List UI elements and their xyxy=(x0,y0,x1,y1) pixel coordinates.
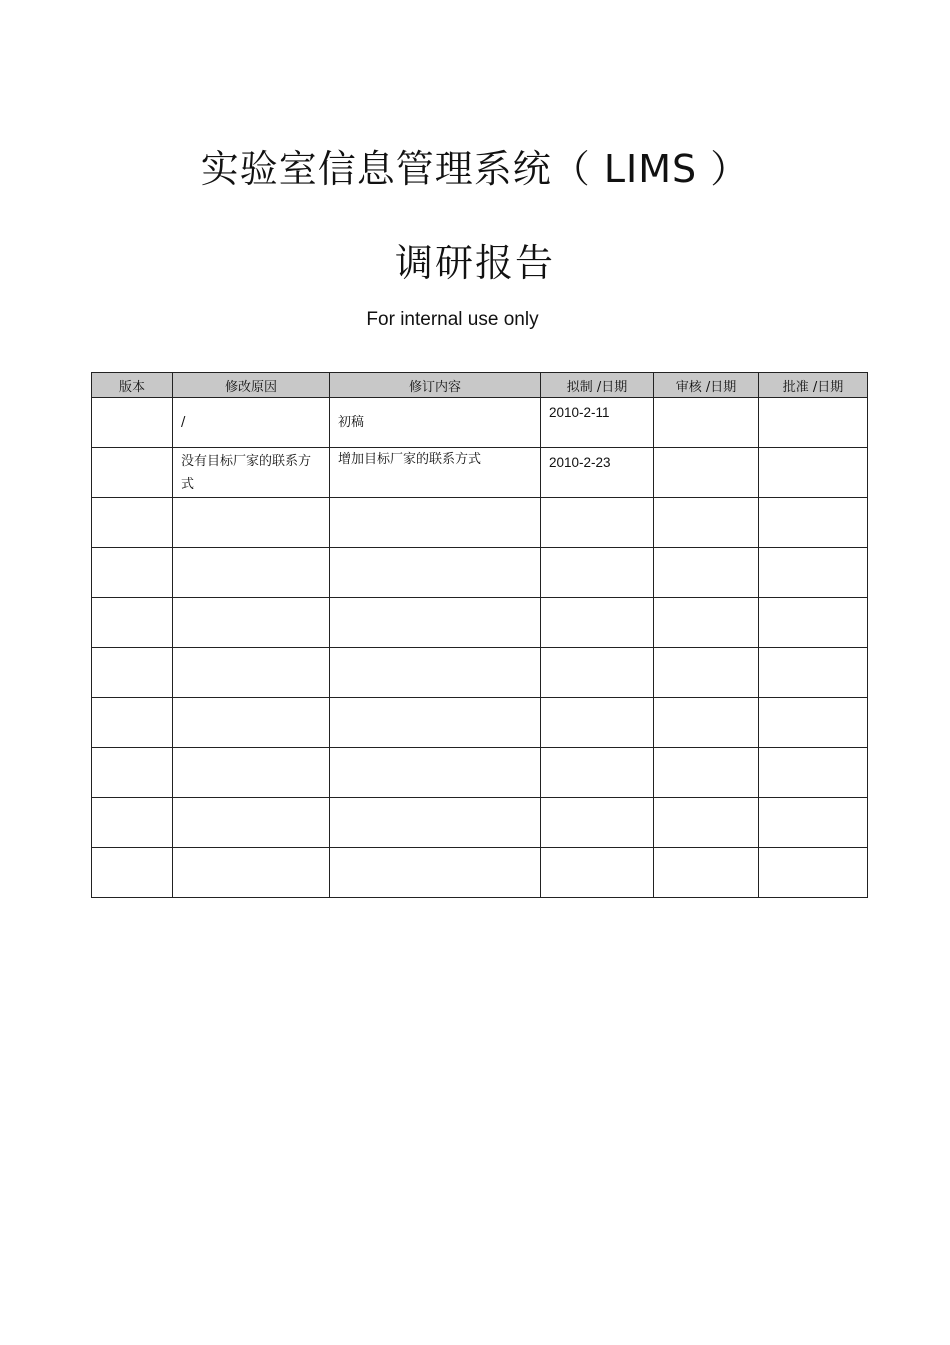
cell-reviewed xyxy=(654,498,759,548)
table-row xyxy=(92,498,868,548)
table-row xyxy=(92,398,868,448)
cell-content xyxy=(330,748,541,798)
cell-reason xyxy=(173,798,330,848)
cell-approved xyxy=(759,848,868,898)
table-row xyxy=(92,848,868,898)
table-row xyxy=(92,448,868,498)
cell-reason: 没有目标厂家的联系方式 xyxy=(173,448,330,498)
cell-approved xyxy=(759,498,868,548)
cell-approved xyxy=(759,598,868,648)
cell-reason xyxy=(173,598,330,648)
cell-reviewed xyxy=(654,548,759,598)
table-row xyxy=(92,698,868,748)
header-content: 修订内容 xyxy=(330,373,541,398)
header-version: 版本 xyxy=(92,373,173,398)
header-reason: 修改原因 xyxy=(173,373,330,398)
cell-reason xyxy=(173,498,330,548)
cell-drafted xyxy=(541,748,654,798)
table-row xyxy=(92,798,868,848)
cell-version xyxy=(92,448,173,498)
cell-content: 初稿 xyxy=(330,398,541,448)
table-header-row xyxy=(92,373,868,398)
cell-version xyxy=(92,598,173,648)
cell-content xyxy=(330,548,541,598)
cell-version xyxy=(92,398,173,448)
cell-content xyxy=(330,848,541,898)
cell-version xyxy=(92,698,173,748)
table-row xyxy=(92,748,868,798)
cell-drafted xyxy=(541,648,654,698)
header-drafted-date: 拟制 /日期 xyxy=(541,373,654,398)
cell-reviewed xyxy=(654,398,759,448)
revision-history-table xyxy=(91,372,868,898)
cell-drafted: 2010-2-23 xyxy=(541,448,654,498)
cell-reviewed xyxy=(654,798,759,848)
classification-note: For internal use only xyxy=(366,309,539,330)
cell-content xyxy=(330,798,541,848)
document-title: 实验室信息管理系统（ LIMS ） xyxy=(200,147,750,191)
cell-approved xyxy=(759,548,868,598)
cell-version xyxy=(92,848,173,898)
cell-reason xyxy=(173,748,330,798)
table-row xyxy=(92,598,868,648)
cell-approved xyxy=(759,398,868,448)
cell-version xyxy=(92,798,173,848)
header-approved-date: 批准 /日期 xyxy=(759,373,868,398)
cell-reviewed xyxy=(654,648,759,698)
cell-version xyxy=(92,548,173,598)
cell-approved xyxy=(759,748,868,798)
cell-drafted xyxy=(541,498,654,548)
cell-reviewed xyxy=(654,848,759,898)
cell-version xyxy=(92,648,173,698)
cell-reviewed xyxy=(654,448,759,498)
header-reviewed-date: 审核 /日期 xyxy=(654,373,759,398)
cell-version xyxy=(92,748,173,798)
cell-reason xyxy=(173,648,330,698)
cell-drafted xyxy=(541,848,654,898)
cell-approved xyxy=(759,798,868,848)
cell-content xyxy=(330,698,541,748)
cell-reason xyxy=(173,698,330,748)
cell-content xyxy=(330,598,541,648)
cell-version xyxy=(92,498,173,548)
document-subtitle: 调研报告 xyxy=(394,241,555,285)
cell-reviewed xyxy=(654,748,759,798)
cell-reason xyxy=(173,548,330,598)
cell-reason: / xyxy=(173,398,330,448)
cell-drafted xyxy=(541,548,654,598)
cell-reviewed xyxy=(654,598,759,648)
cell-content xyxy=(330,648,541,698)
cell-drafted xyxy=(541,798,654,848)
cell-reason xyxy=(173,848,330,898)
table-row xyxy=(92,648,868,698)
cell-approved xyxy=(759,448,868,498)
cell-drafted: 2010-2-11 xyxy=(541,398,654,448)
cell-content: 增加目标厂家的联系方式 xyxy=(330,448,541,498)
cell-approved xyxy=(759,698,868,748)
cell-reviewed xyxy=(654,698,759,748)
cell-content xyxy=(330,498,541,548)
cell-approved xyxy=(759,648,868,698)
cell-drafted xyxy=(541,698,654,748)
table-row xyxy=(92,548,868,598)
cell-drafted xyxy=(541,598,654,648)
